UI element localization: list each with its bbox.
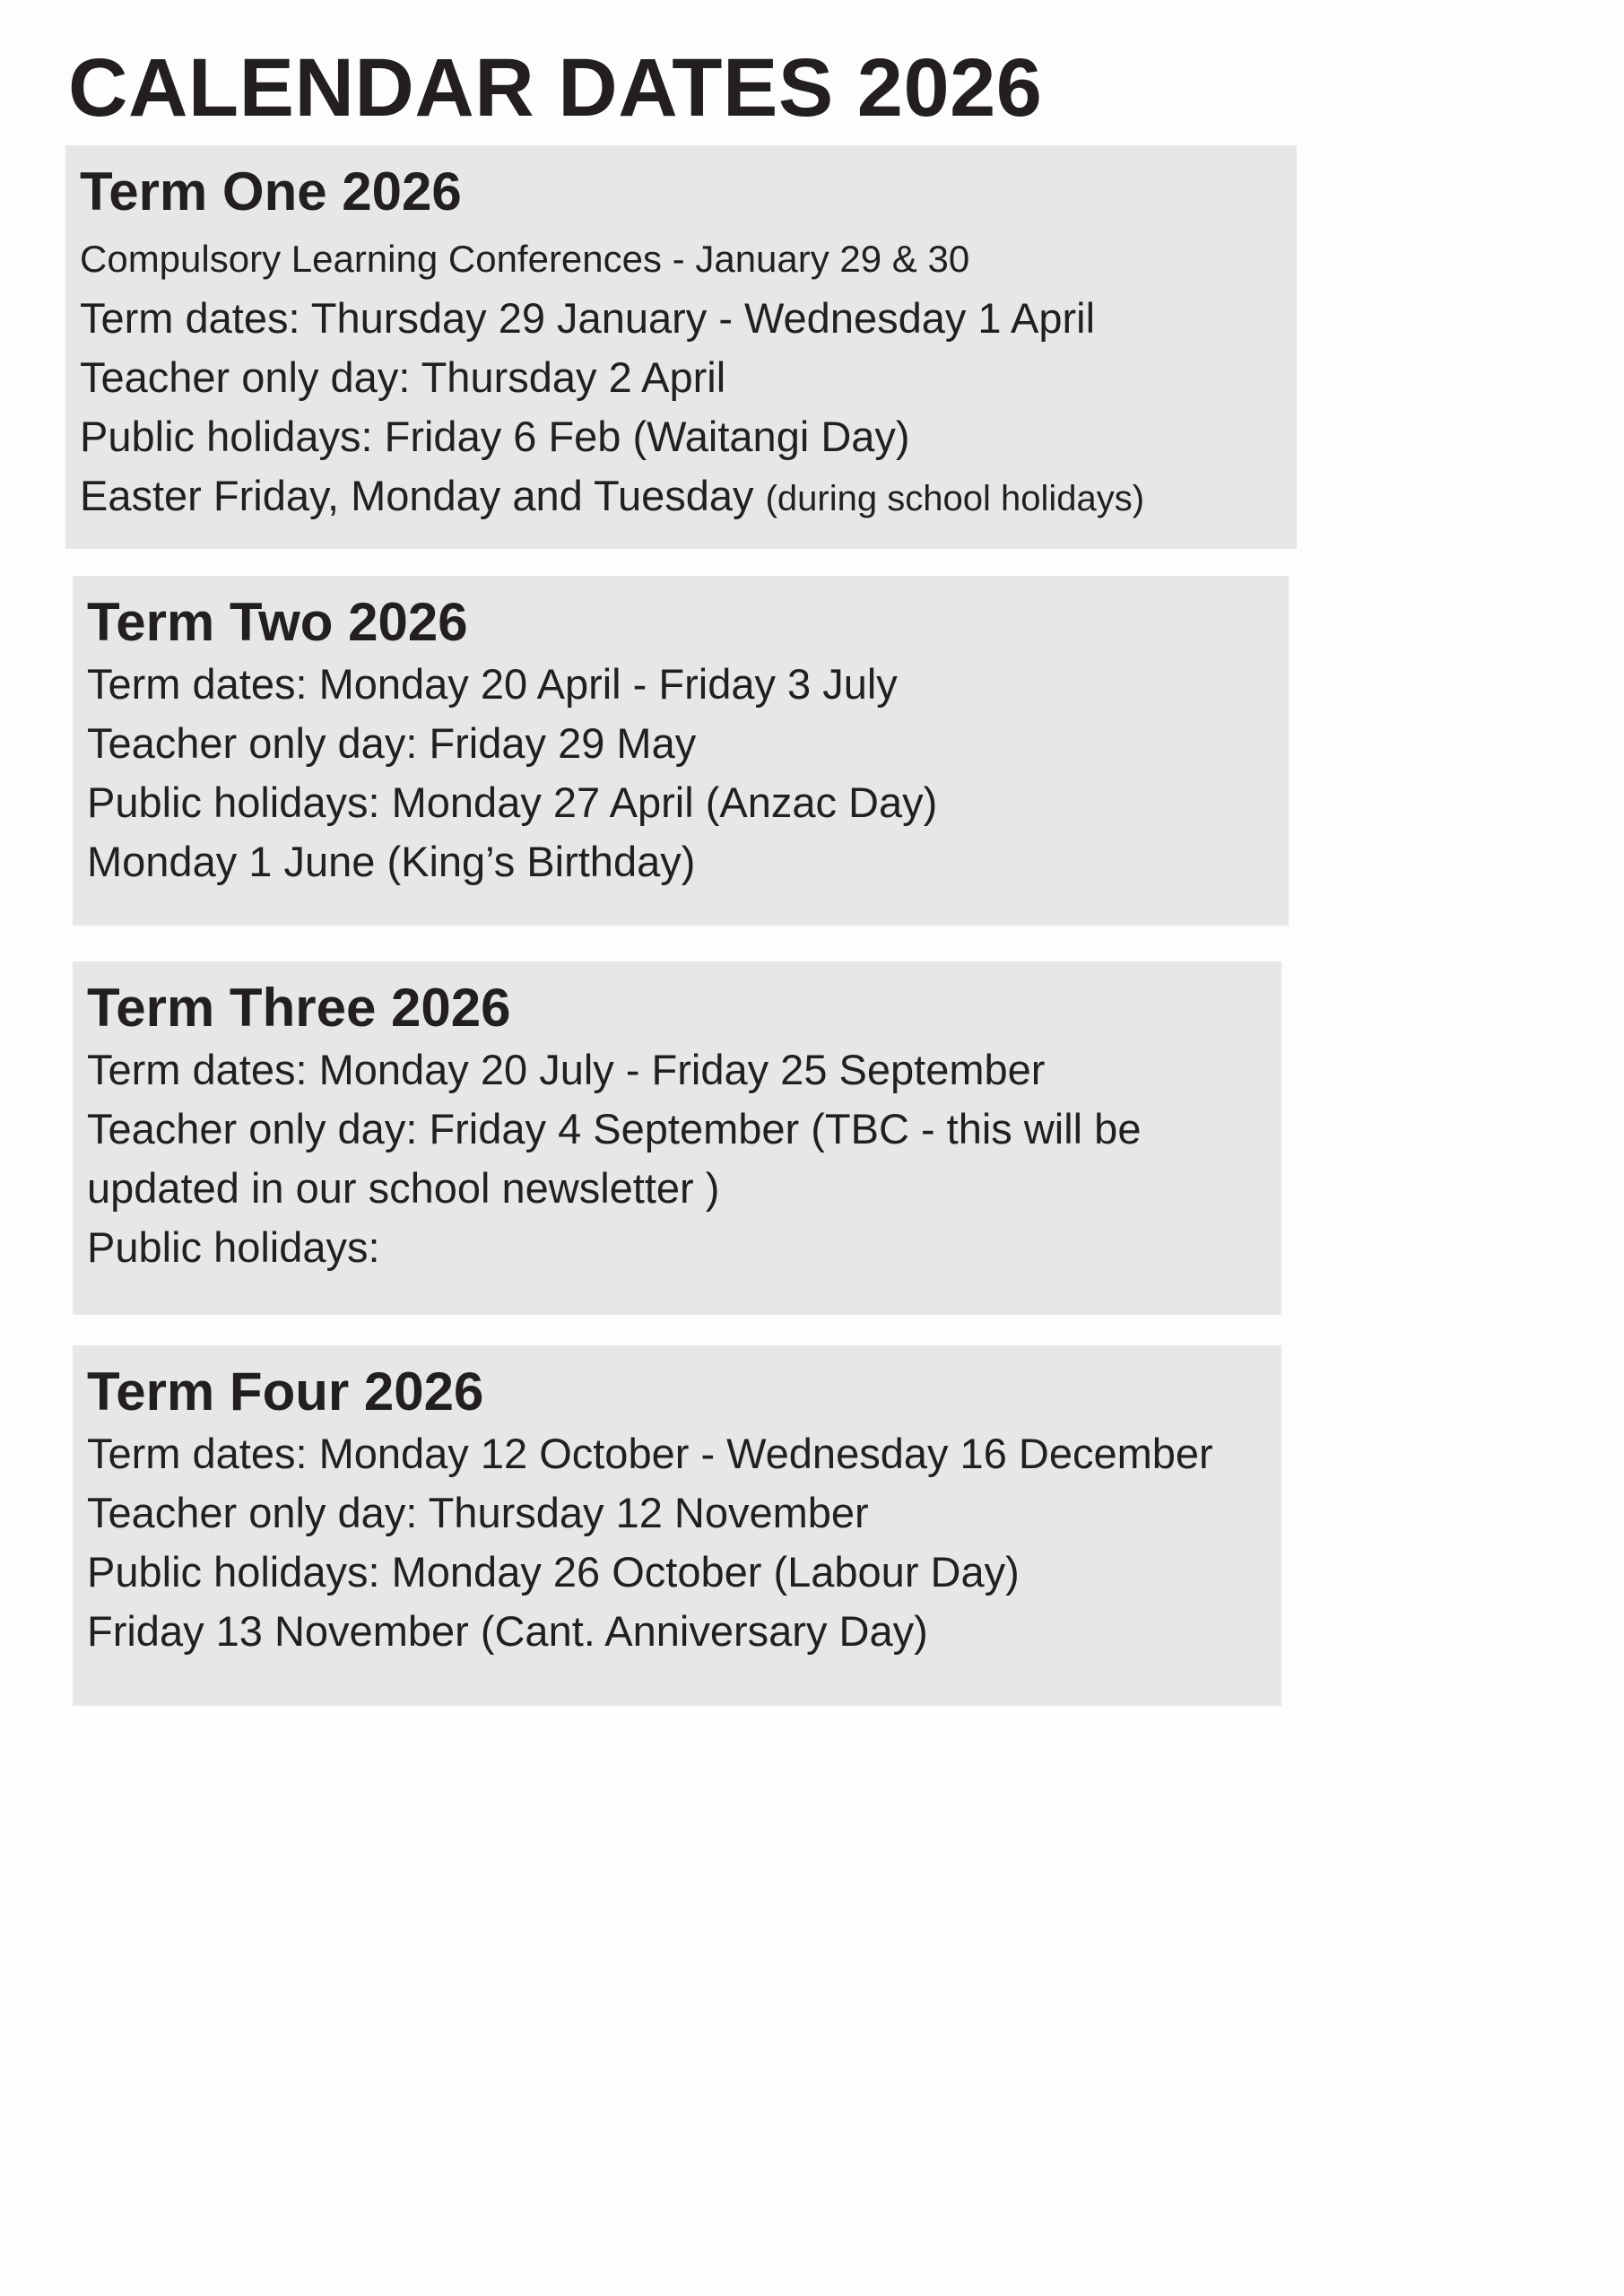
term-one-term-dates: Term dates: Thursday 29 January - Wednesday 1 April [80, 294, 1096, 342]
term-two-heading: Term Two 2026 [87, 592, 468, 652]
term-one-easter-note: (during school holidays) [765, 479, 1145, 518]
term-three-box [73, 961, 1281, 1315]
term-one-easter-holidays [80, 466, 1282, 528]
term-three-teacher-only-day: Teacher only day: Friday 4 September (TBC - this will be [87, 1105, 1142, 1152]
term-three-public-holidays: Public holidays: [87, 1223, 380, 1271]
term-one-easter-label: Easter Friday, Monday and Tuesday [80, 472, 754, 519]
term-two-term-dates: Term dates: Monday 20 April - Friday 3 July [87, 660, 898, 708]
term-two-kings-birthday: Monday 1 June (King’s Birthday) [87, 838, 696, 885]
term-three-heading: Term Three 2026 [87, 978, 511, 1038]
term-four-term-dates: Term dates: Monday 12 October - Wednesday 16 December [87, 1430, 1213, 1477]
term-three-teacher-only-day-cont: updated in our school newsletter ) [87, 1164, 720, 1212]
term-four-heading: Term Four 2026 [87, 1361, 484, 1422]
page-title: CALENDAR DATES 2026 [68, 42, 1043, 134]
term-two-public-holidays: Public holidays: Monday 27 April (Anzac Day) [87, 778, 938, 826]
term-three-term-dates: Term dates: Monday 20 July - Friday 25 September [87, 1046, 1046, 1093]
term-one-box [65, 145, 1297, 549]
term-four-teacher-only-day: Teacher only day: Thursday 12 November [87, 1489, 869, 1536]
term-one-public-holidays: Public holidays: Friday 6 Feb (Waitangi Day) [80, 413, 910, 460]
term-four-anniversary-day: Friday 13 November (Cant. Anniversary Day) [87, 1607, 928, 1655]
term-four-public-holidays: Public holidays: Monday 26 October (Labour Day) [87, 1548, 1020, 1596]
term-two-teacher-only-day: Teacher only day: Friday 29 May [87, 719, 697, 767]
term-one-teacher-only-day: Teacher only day: Thursday 2 April [80, 353, 726, 401]
term-four-box [73, 1345, 1281, 1706]
term-one-heading: Term One 2026 [80, 161, 462, 222]
term-one-conferences: Compulsory Learning Conferences - January 29 & 30 [80, 238, 970, 280]
term-two-box [73, 576, 1289, 926]
